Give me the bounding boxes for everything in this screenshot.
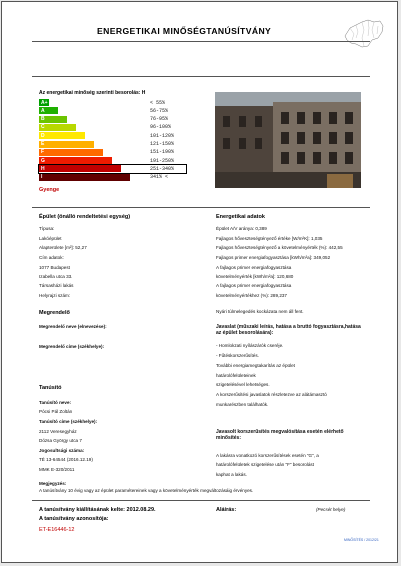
address-line: Helyrajzi szám: [39,293,71,298]
certifier-name-label: Tanúsító neve: [39,400,72,405]
building-heading: Épület (önálló rendeltetési egység) [39,214,131,220]
impact-line: határolófelületek szigetelése után "F" besorolást [216,462,315,467]
section-divider-2 [32,500,370,501]
building-area: Alapterülete [m²]: 52,27 [39,245,87,250]
scale-range: 121-150% [150,141,175,147]
stamp-placeholder: (Pecsét helye) [316,507,346,512]
scale-letter: I [41,174,43,181]
certifier-address-line: 2112 Veresegyház [39,429,77,434]
issue-date: A tanúsítvány kiállításának kelte: 2012.08.29. [39,507,156,513]
scale-range: < 55% [150,99,166,106]
scale-range: 96-100% [150,124,172,131]
building-type-label: Típusa: [39,226,55,231]
energy-heading: Energetikai adatok [216,214,265,220]
certificate-id-label: A tanúsítvány azonosítója: [39,516,109,522]
building-photo [215,92,361,188]
license-line: MMK E-320/2011 [39,467,75,472]
notes-text: A tanúsítvány 10 évig vagy az épület paramétereinek vagy a követelményérték megváltozásáig érvényes. [39,488,254,493]
address-label: Cím adatok: [39,255,64,260]
address-line: Társasházi lakás [39,283,74,288]
notes-heading: Megjegyzés: [39,481,67,486]
recommendation-line: - Homlokzati nyílászárók cseréje. [216,343,284,348]
recommendation-line: szigetelésével lehetséges. [216,382,270,387]
building-type-value: Lakóépület [39,236,62,241]
energy-line: követelményértékhez (%): 289,237 [216,293,287,298]
scale-bar-i [39,174,130,181]
scale-range: 56-75% [150,107,169,114]
client-name-label: Megrendelő neve (elnevezése): [39,324,107,329]
certifier-address-label: Tanúsító címe (székhelye): [39,419,98,424]
scale-range: 101-120% [150,132,175,139]
scale-range: 76-95% [150,116,169,123]
scale-letter: G [41,157,45,164]
energy-line: Épület A/V aránya: 0,389 [216,226,267,231]
scale-letter: A [41,107,45,114]
signature-label: Aláírás: [216,507,237,513]
scale-letter: H [41,165,45,172]
scale-bar-f [39,149,103,156]
header-divider [32,76,370,77]
rating-heading: Az energetikai minőség szerinti besorolás: H [39,90,146,96]
scale-bar-e [39,141,94,148]
scale-letter: C [41,124,45,131]
scale-letter: E [41,141,45,147]
scale-range: 251-340% [150,165,175,172]
client-address-label: Megrendelő címe (székhelye): [39,344,105,349]
footer-code: MINŐSÍTÉS / 2012/21 [344,538,379,542]
energy-line: követelményérték [kWh/m²a]: 120,680 [216,274,294,279]
certificate-id: ET-E16446-12 [39,527,75,533]
scale-range: 151-190% [150,149,175,156]
scale-letter: B [41,116,45,123]
address-line: 1077 Budapest [39,265,70,270]
document-title: ENERGETIKAI MINŐSÉGTANÚSÍTVÁNY [97,26,272,36]
rating-label: Gyenge [39,187,60,193]
section-divider-1 [32,207,370,208]
recommendation-line: határolófelületeinek [216,373,256,378]
scale-range: 341% < [150,174,169,181]
energy-line: Fajlagos hőveszteségtényező a követelményérték (%): 442,55 [216,245,343,250]
hungary-map-icon [342,16,386,52]
recommendation-heading: Javaslat (műszaki leírás, hatása a bruttó fogyasztásra,hatása az épület besorolására): [216,324,361,337]
energy-line: Fajlagos hőveszteségtényező értéke [W/m²K]: 1,035 [216,236,323,241]
recommendation-line: - Fűtéskorszerűsítés. [216,353,259,358]
recommendation-line: munkarészben találhatók. [216,402,269,407]
address-line: Izabella utca 33. [39,274,73,279]
impact-heading: Javasolt korszerűsítés megvalósítása esetén elérhető minősítés: [216,429,344,442]
recommendation-line: A korszerűsítési javaslatok részletezve az alátámasztó [216,392,327,397]
overheating-note: Nyári túlmelegedés kockázata nem áll fent. [216,309,304,314]
scale-bar-d [39,132,85,139]
impact-line: A lakásra vonatkozó korszerűsítések esetén "G", a [216,453,319,458]
certifier-heading: Tanúsító [39,385,62,391]
certifier-address-line: Dózsa György utca 7 [39,438,82,443]
license-label: Jogosultsági száma: [39,448,85,453]
certificate-page [1,1,398,563]
energy-line: Fajlagos primer energiafogyasztása [kWh/m²a]: 349,052 [216,255,331,260]
energy-line: A fajlagos primer energiafogyasztása [216,283,292,288]
energy-line: A fajlagos primer energiafogyasztása [216,265,292,270]
title-divider [32,41,370,42]
scale-letter: F [41,149,45,156]
scale-bar-g [39,157,112,164]
impact-line: kaphat a lakás. [216,472,247,477]
recommendation-line: További energiamegtakarítás az épület [216,363,295,368]
scale-letter: D [41,132,45,139]
scale-letter: A+ [41,99,48,106]
certifier-name: Pócsi Pál Zoltán [39,409,73,414]
scale-range: 191-250% [150,157,175,164]
client-heading: Megrendelő [39,310,70,316]
license-line: TÉ 13-64544 (2016.12.19) [39,457,93,462]
